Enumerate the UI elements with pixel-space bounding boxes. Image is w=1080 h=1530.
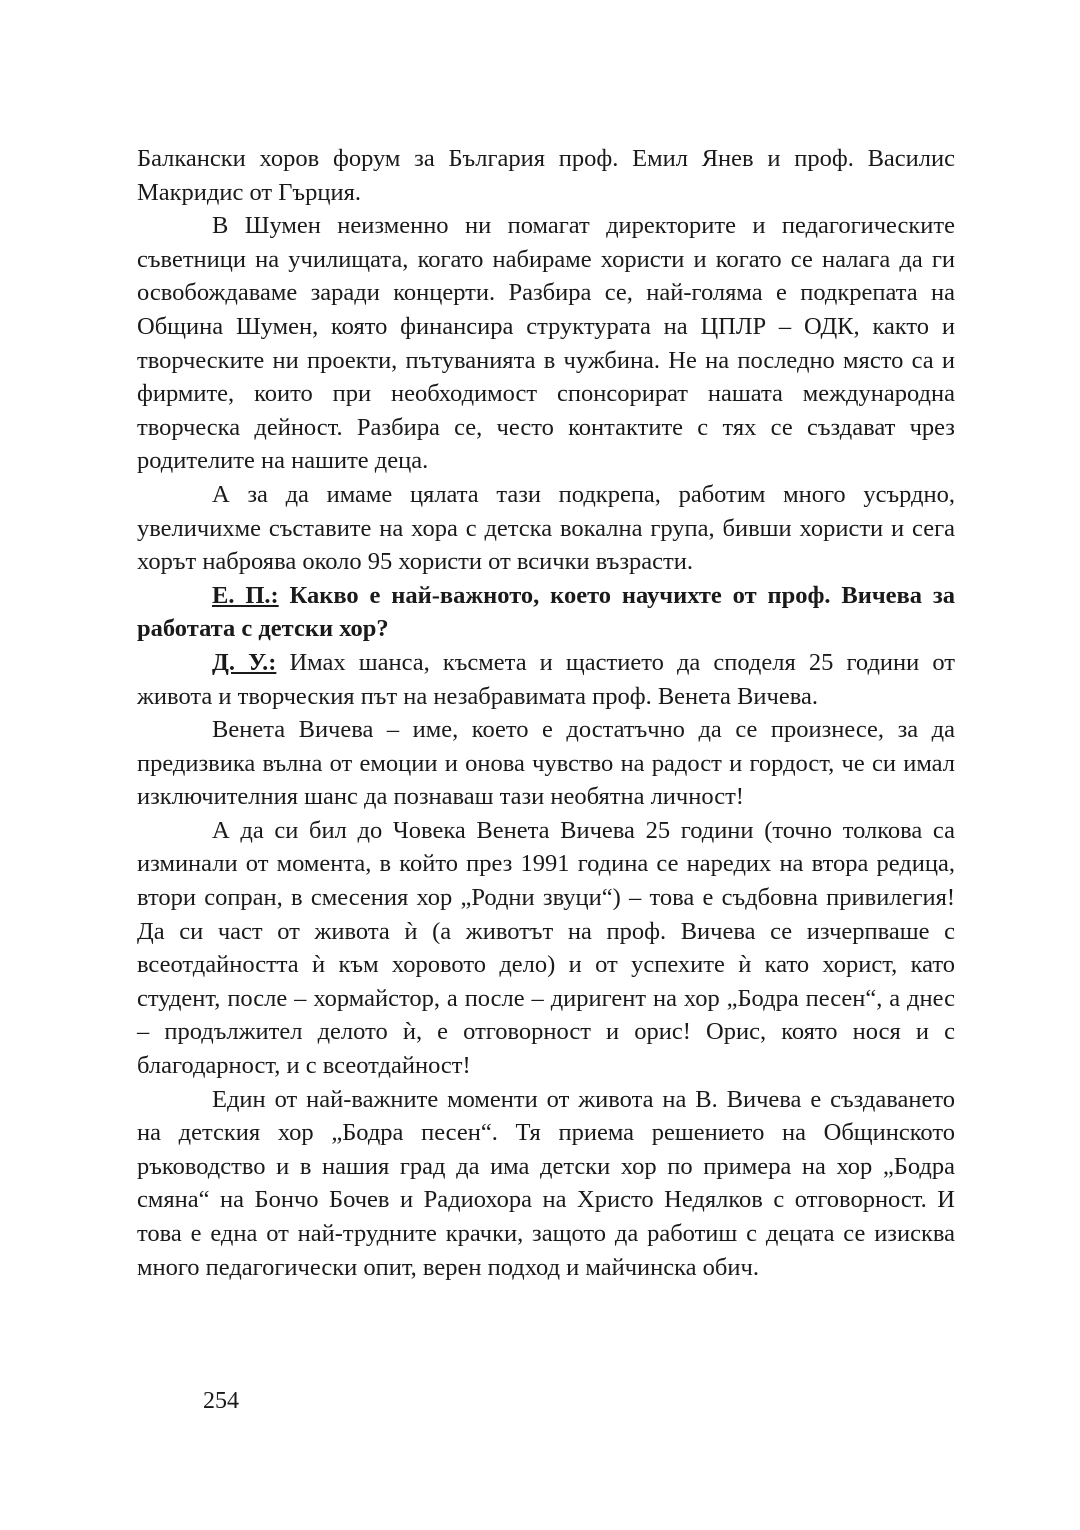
paragraph-2-text: В Шумен неизменно ни помагат директорите и педагогическите съветници на училищата, когато набираме хористи и когато се налага да ги освобождаваме заради концерти. Разбира се, най-голяма е подкрепата на Община Шумен, която финансира структурата на ЦПЛР – ОДК, както и творческите ни проекти, пътуванията в чужбина. Не на последно място са и фирмите, които при необходимост спонсорират нашата международна творческа дейност. Разбира се, често контактите с тях се създават чрез родителите на нашите деца. (137, 212, 955, 475)
paragraph-3 (137, 478, 955, 579)
paragraph-1-text: Балкански хоров форум за България проф. Емил Янев и проф. Василис Макридис от Гърция. (137, 145, 955, 206)
page-number: 254 (203, 1388, 239, 1414)
speaker-label-ep: Е. П.: (212, 581, 279, 609)
paragraph-7 (137, 814, 955, 1083)
answer-text: Имах шанса, късмета и щастието да споделя 25 години от живота и творческия път на незабравимата проф. Венета Вичева. (137, 648, 955, 710)
paragraph-2 (137, 209, 955, 478)
paragraph-3-text: А за да имаме цялата тази подкрепа, работим много усърдно, увеличихме съставите на хора с детска вокална група, бивши хористи и сега хорът наброява около 95 хористи от всички възрасти. (137, 480, 955, 576)
paragraph-7-text: А да си бил до Човека Венета Вичева 25 години (точно толкова са изминали от момента, в който през 1991 година се наредих на втора редица, втори сопран, в смесения хор „Родни звуци“) – това е съдбовна привилегия! Да си част от живота ѝ (а животът на проф. Вичева се изчерпваше с всеотдайността ѝ към хоровото дело) и от успехите ѝ като хорист, като студент, после – хормайстор, а после – диригент на хор „Бодра песен“, а днес – продължител делото ѝ, е отговорност и орис! Орис, която нося и с благодарност, и с всеотдайност! (137, 816, 955, 1080)
body-text (137, 142, 955, 1284)
paragraph-1 (137, 142, 955, 209)
question-text: Какво е най-важното, което научихте от проф. Вичева за работата с детски хор? (137, 581, 955, 643)
paragraph-8-text: Един от най-важните моменти от живота на В. Вичева е създаването на детския хор „Бодра песен“. Тя приема решението на Общинското ръководство и в нашия град да има детски хор по примера на хор „Бодра смяна“ на Бончо Бочев и Радиохора на Христо Недялков с отговорност. И това е една от най-трудните крачки, защото да работиш с децата се изисква много педагогически опит, верен подход и майчинска обич. (137, 1085, 955, 1281)
paragraph-8 (137, 1083, 955, 1285)
interview-question (137, 579, 955, 646)
paragraph-6 (137, 713, 955, 814)
paragraph-6-text: Венета Вичева – име, което е достатъчно да се произнесе, за да предизвика вълна от емоции и онова чувство на радост и гордост, че си имал изключителния шанс да познаваш тази необятна личност! (137, 716, 955, 811)
speaker-label-du: Д. У.: (212, 648, 277, 676)
interview-answer (137, 646, 955, 713)
